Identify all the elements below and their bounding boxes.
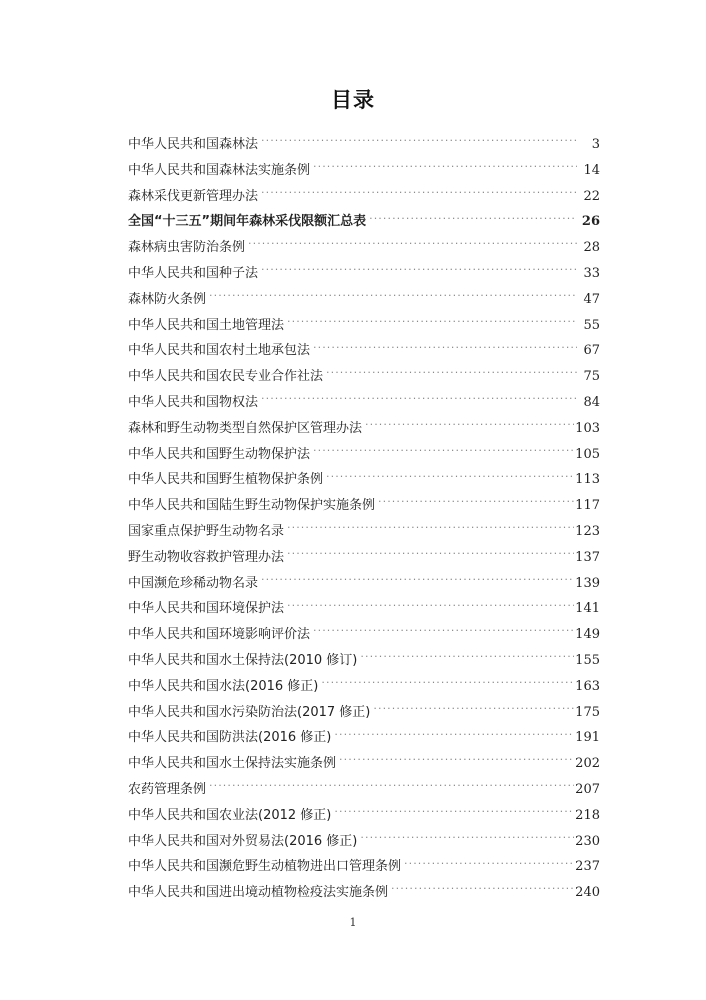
toc-leader-dots (369, 212, 577, 225)
toc-leader-dots (261, 264, 577, 277)
toc-entry-page-number: 237 (575, 859, 600, 875)
toc-entry-page-number: 155 (575, 652, 600, 668)
toc-entry[interactable] (128, 854, 600, 880)
toc-entry[interactable] (128, 261, 600, 287)
toc-entry[interactable] (128, 571, 600, 597)
toc-leader-dots (261, 574, 574, 587)
toc-entry-page-number: 67 (583, 343, 600, 359)
toc-entry-page-number: 175 (575, 704, 600, 720)
toc-entry-title: 中华人民共和国环境保护法 (128, 601, 285, 617)
toc-entry-title: 中华人民共和国野生动物保护法 (128, 446, 311, 462)
toc-leader-dots (326, 470, 574, 483)
toc-entry-page-number: 141 (575, 601, 600, 617)
toc-entry-page-number: 149 (575, 627, 600, 643)
toc-entry[interactable] (128, 390, 600, 416)
toc-entry-page-number: 105 (575, 446, 600, 462)
toc-leader-dots (248, 238, 577, 251)
toc-entry-title: 森林采伐更新管理办法 (128, 188, 259, 204)
toc-entry-title: 中华人民共和国种子法 (128, 265, 259, 281)
toc-entry-title: 森林和野生动物类型自然保护区管理办法 (128, 420, 363, 436)
toc-entry-page-number: 14 (583, 162, 600, 178)
toc-entry[interactable] (128, 209, 600, 235)
toc-entry-page-number: 191 (575, 730, 600, 746)
toc-leader-dots (404, 857, 574, 870)
page-title: 目录 (331, 87, 375, 112)
table-of-contents-list (128, 132, 600, 906)
toc-entry[interactable] (128, 829, 600, 855)
toc-leader-dots (287, 316, 577, 329)
toc-entry-page-number: 28 (583, 240, 600, 256)
toc-entry-page-number: 117 (575, 498, 600, 514)
toc-entry-page-number: 137 (575, 549, 600, 565)
toc-entry-page-number: 202 (575, 756, 600, 772)
toc-entry-page-number: 207 (575, 781, 600, 797)
toc-entry[interactable] (128, 493, 600, 519)
toc-leader-dots (365, 419, 574, 432)
toc-entry[interactable] (128, 596, 600, 622)
toc-entry-title: 中华人民共和国农民专业合作社法 (128, 369, 324, 385)
toc-leader-dots (261, 393, 577, 406)
toc-entry-title: 中华人民共和国水土保持法实施条例 (128, 756, 337, 772)
toc-entry-title: 中华人民共和国防洪法(2016 修正) (128, 730, 332, 746)
toc-entry-title: 森林病虫害防治条例 (128, 240, 246, 256)
toc-leader-dots (360, 651, 574, 664)
toc-entry-page-number: 55 (583, 317, 600, 333)
toc-entry-page-number: 240 (575, 885, 600, 901)
toc-entry-title: 中华人民共和国水土保持法(2010 修订) (128, 652, 358, 668)
toc-entry-title: 中华人民共和国物权法 (128, 394, 259, 410)
toc-leader-dots (321, 677, 574, 690)
toc-entry-page-number: 230 (575, 833, 600, 849)
toc-entry-page-number: 163 (575, 678, 600, 694)
toc-entry-page-number: 26 (581, 214, 600, 230)
toc-entry[interactable] (128, 674, 600, 700)
toc-entry-title: 中华人民共和国环境影响评价法 (128, 627, 311, 643)
toc-entry-page-number: 22 (583, 188, 600, 204)
toc-leader-dots (209, 290, 577, 303)
toc-entry-page-number: 123 (575, 523, 600, 539)
toc-entry-page-number: 218 (575, 807, 600, 823)
toc-leader-dots (334, 728, 574, 741)
toc-leader-dots (287, 522, 574, 535)
toc-entry[interactable] (128, 777, 600, 803)
toc-leader-dots (373, 703, 574, 716)
toc-entry-title: 野生动物收容救护管理办法 (128, 549, 285, 565)
toc-entry-page-number: 113 (575, 472, 600, 488)
toc-leader-dots (313, 341, 577, 354)
toc-entry-title: 农药管理条例 (128, 781, 207, 797)
toc-entry-title: 中华人民共和国进出境动植物检疫法实施条例 (128, 885, 389, 901)
toc-entry[interactable] (128, 880, 600, 906)
toc-entry-title: 中华人民共和国森林法实施条例 (128, 162, 311, 178)
toc-entry[interactable] (128, 622, 600, 648)
toc-entry-title: 中华人民共和国土地管理法 (128, 317, 285, 333)
toc-leader-dots (313, 445, 574, 458)
toc-entry-page-number: 47 (583, 291, 600, 307)
footer-page-number: 1 (349, 916, 357, 929)
toc-entry-page-number: 33 (583, 265, 600, 281)
toc-entry-title: 中华人民共和国农业法(2012 修正) (128, 807, 332, 823)
toc-entry[interactable] (128, 545, 600, 571)
toc-entry-page-number: 84 (583, 394, 600, 410)
toc-entry-page-number: 139 (575, 575, 600, 591)
toc-leader-dots (391, 883, 574, 896)
toc-entry[interactable] (128, 158, 600, 184)
toc-leader-dots (287, 599, 574, 612)
toc-entry[interactable] (128, 364, 600, 390)
toc-entry[interactable] (128, 648, 600, 674)
toc-leader-dots (313, 161, 577, 174)
toc-entry-title: 全国“十三五”期间年森林采伐限额汇总表 (128, 214, 367, 230)
toc-entry[interactable] (128, 184, 600, 210)
toc-entry[interactable] (128, 467, 600, 493)
toc-leader-dots (313, 625, 574, 638)
toc-entry-title: 中华人民共和国水法(2016 修正) (128, 678, 319, 694)
toc-entry[interactable] (128, 700, 600, 726)
toc-leader-dots (261, 187, 577, 200)
toc-entry[interactable] (128, 442, 600, 468)
toc-entry[interactable] (128, 132, 600, 158)
toc-leader-dots (287, 548, 574, 561)
toc-entry[interactable] (128, 803, 600, 829)
toc-leader-dots (378, 496, 574, 509)
toc-entry[interactable] (128, 338, 600, 364)
toc-entry[interactable] (128, 287, 600, 313)
toc-entry-title: 中华人民共和国陆生野生动物保护实施条例 (128, 498, 376, 514)
toc-entry-title: 中华人民共和国野生植物保护条例 (128, 472, 324, 488)
toc-entry-title: 森林防火条例 (128, 291, 207, 307)
toc-leader-dots (339, 754, 574, 767)
toc-entry[interactable] (128, 313, 600, 339)
toc-entry[interactable] (128, 751, 600, 777)
toc-leader-dots (326, 367, 577, 380)
toc-leader-dots (334, 806, 574, 819)
toc-entry-title: 中华人民共和国对外贸易法(2016 修正) (128, 833, 358, 849)
toc-leader-dots (360, 832, 574, 845)
toc-entry[interactable] (128, 416, 600, 442)
toc-entry-page-number: 3 (591, 137, 600, 152)
toc-entry-title: 中华人民共和国水污染防治法(2017 修正) (128, 704, 371, 720)
toc-entry-title: 中华人民共和国濒危野生动植物进出口管理条例 (128, 859, 402, 875)
toc-entry[interactable] (128, 519, 600, 545)
toc-leader-dots (261, 135, 577, 148)
toc-entry-title: 中国濒危珍稀动物名录 (128, 575, 259, 591)
toc-entry-title: 中华人民共和国森林法 (128, 137, 259, 152)
toc-entry-page-number: 75 (583, 369, 600, 385)
toc-entry-page-number: 103 (575, 420, 600, 436)
toc-entry-title: 国家重点保护野生动物名录 (128, 523, 285, 539)
toc-leader-dots (209, 780, 574, 793)
toc-entry-title: 中华人民共和国农村土地承包法 (128, 343, 311, 359)
toc-entry[interactable] (128, 725, 600, 751)
toc-entry[interactable] (128, 235, 600, 261)
